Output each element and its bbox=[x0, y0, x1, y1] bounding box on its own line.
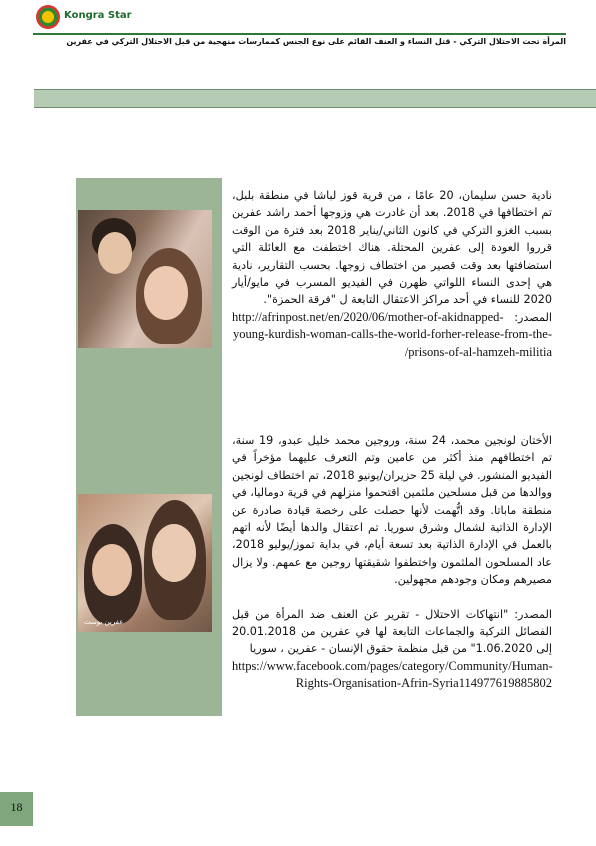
section-band bbox=[34, 89, 596, 108]
source-label: المصدر: bbox=[514, 310, 552, 324]
page-number: 18 bbox=[10, 800, 23, 814]
photo-nadia-and-husband bbox=[78, 210, 212, 348]
source-link-facebook[interactable]: https://www.facebook.com/pages/category/Community/Human-Rights-Organisation-Afrin-Syria114977619885802 bbox=[232, 658, 553, 691]
document-title: المرأة تحت الاحتلال التركي - قتل النساء و العنف القائم على نوع الجنس كممارسات منهجية من قبل الاحتلال التركي في عفرين bbox=[66, 37, 566, 46]
entry-sisters-source: المصدر: "انتهاكات الاحتلال - تقرير عن العنف ضد المرأة من قبل الفصائل التركية والجماعات التابعة لها في عفرين من 20.01.2018 إلى 1.06.2020" من قبل منظمة حقوق الإنسان - عفرين ، سوريا bbox=[232, 607, 552, 656]
brand-name: Kongra Star bbox=[64, 10, 132, 21]
entry-nadia-text: نادية حسن سليمان، 20 عامًا ، من قرية قوز لباشا في منطقة بلبل، تم اختطافها في 2018. بعد أن غادرت هي وزوجها أحمد راشد عفرين بسبب الغزو التركي في كانون الثاني/يناير 2018 بعد فترة من الوقت قرروا العودة إلى عفرين المحتلة. هناك اختطفت مع العائلة التي استضافتها بعد وقت قصير من اختطاف زوجها. بحسب التقارير، نادية هي إحدى النساء اللواتي ظهرن في الفيديو المسرب في مايو/أيار 2020 للنساء في أحد مراكز الاعتقال التابعة ل "فرقة الحمزة". bbox=[232, 189, 552, 307]
photo-watermark: عفرين بوست bbox=[84, 618, 124, 626]
entry-sisters bbox=[232, 432, 552, 693]
entry-nadia bbox=[232, 187, 552, 361]
entry-nadia-source bbox=[232, 309, 552, 361]
kongra-star-logo bbox=[36, 5, 60, 29]
page-header bbox=[0, 0, 596, 60]
entry-sisters-text: الأختان لونجين محمد، 24 سنة، وروجين محمد خليل عبدو، 19 سنة، تم اختطافهم منذ أكثر من عامين وتم التعرف عليهما مؤخراً في الفيديو المنشور. في ليلة 25 حزيران/يونيو 2018، تم اختطاف لونجين ووالدها من قبل مسلحين ملثمين اقتحموا منزلهم في قرية دوماليا، في منطقة ماباتا. وقد اتُّهمت لأنها حصلت على رخصة قيادة صادرة عن الإدارة الذاتية لشمال وشرق سوريا. تم اعتقال والدها أيضًا لأنه اتهم بالعمل في الإدارة الذاتية بعد تسعة أيام، في بداية تموز/يوليو 2018، عاد المسلحون الملثمون واختطفوا شقيقتها روجين مع عمهم. ولا يزال مصيرهم ومكان وجودهم مجهولين. bbox=[232, 434, 553, 587]
header-divider bbox=[33, 33, 566, 35]
photo-sisters bbox=[78, 494, 212, 632]
source-link[interactable]: http://afrinpost.net/en/2020/06/mother-of-akidnapped-young-kurdish-woman-calls-the-world-forher-release-from-the-prisons-of-al-hamzeh-militia/ bbox=[232, 309, 552, 359]
